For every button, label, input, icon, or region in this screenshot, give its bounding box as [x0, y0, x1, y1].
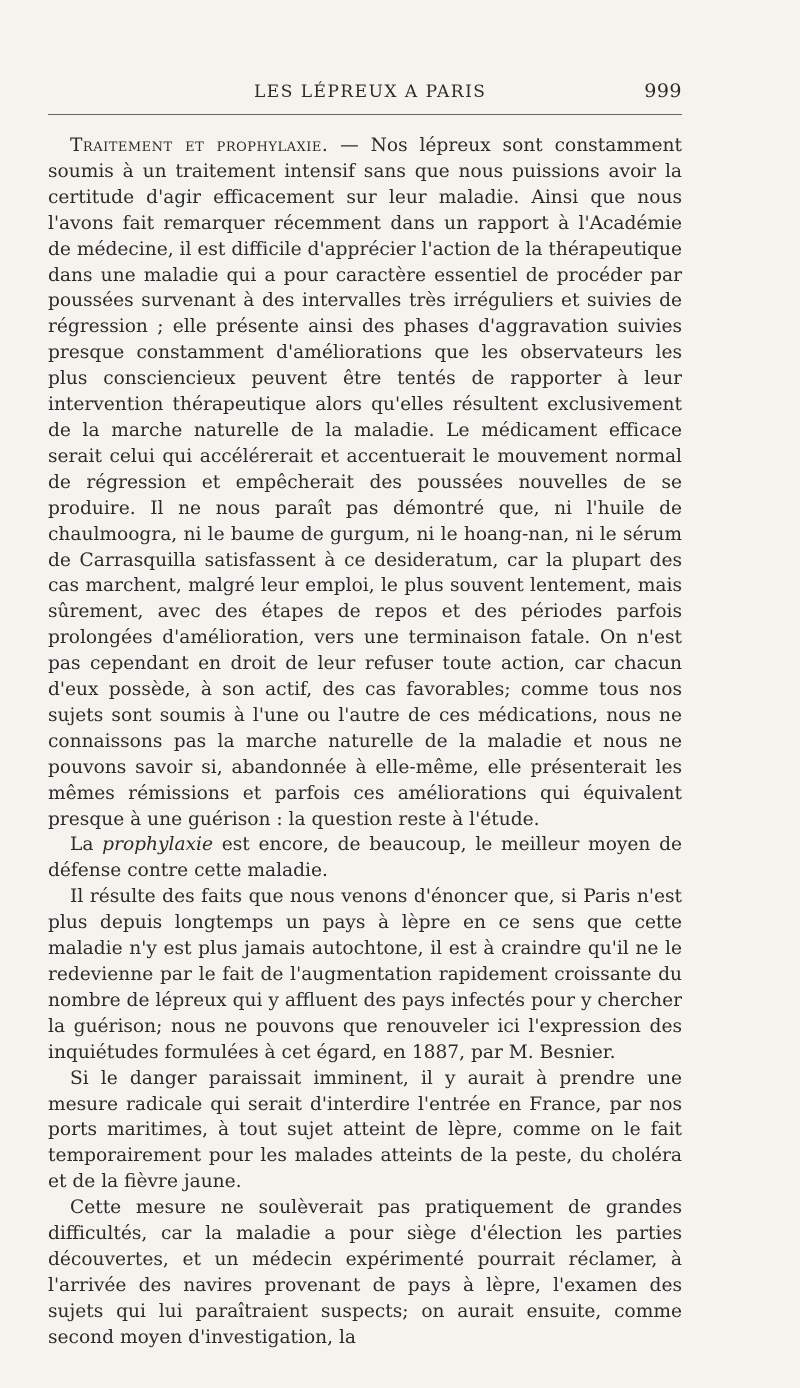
- prophylaxie-italic: prophylaxie: [102, 834, 214, 856]
- paragraph-2-lead: La: [70, 834, 103, 856]
- paragraph-2-text: est encore, de beaucoup, le meilleur moyen de défense contre cette maladie.: [48, 834, 683, 882]
- running-title: LES LÉPREUX A PARIS: [254, 82, 487, 102]
- header-rule: [48, 114, 682, 115]
- paragraph-5: Cette mesure ne soulèverait pas pratiquement de grandes difficultés, car la maladie a pour siège d'élection les parties découvertes, et un médecin expérimenté pourrait réclamer, à l'arrivée des navires provenant de pays à lèpre, l'examen des sujets qui lui paraîtraient suspects; on aurait ensuite, comme second moyen d'investigation, la: [48, 1197, 682, 1348]
- body-text: [48, 133, 682, 1351]
- section-heading: Traitement et prophylaxie.: [70, 135, 329, 156]
- paragraph-4: Si le danger paraissait imminent, il y aurait à prendre une mesure radicale qui serait d'interdire l'entrée en France, par nos ports maritimes, à tout sujet atteint de lèpre, comme on le fait temporairement pour les malades atteints de la peste, du choléra et de la fièvre jaune.: [48, 1067, 682, 1193]
- running-head: [48, 78, 682, 114]
- page: [48, 78, 682, 1351]
- paragraph-1-text: Nos lépreux sont constamment soumis à un traitement intensif sans que nous puissions avoir la certitude d'agir efficacement sur leur maladie. Ainsi que nous l'avons fait remarquer récemment dans un rapport à l'Académie de médecine, il est difficile d'apprécier l'action de la thérapeutique dans une maladie qui a pour caractère essentiel de procéder par poussées survenant à des intervalles très irréguliers et suivies de régression ; elle présente ainsi des phases d'aggravation suivies presque constamment d'améliorations que les observateurs les plus consciencieux peuvent être tentés de rapporter à leur intervention thérapeutique alors qu'elles résultent exclusivement de la marche naturelle de la maladie. Le médicament efficace serait celui qui accélérerait et accentuerait le mouvement normal de régression et empêcherait des poussées nouvelles de se produire. Il ne nous paraît pas démontré que, ni l'huile de chaulmoogra, ni le baume de gurgum, ni le hoang-nan, ni le sérum de Carrasquilla satisfassent à ce desideratum, car la plupart des cas marchent, malgré leur emploi, le plus souvent lentement, mais sûrement, avec des étapes de repos et des périodes parfois prolongées d'amélioration, vers une terminaison fatale. On n'est pas cependant en droit de leur refuser toute action, car chacun d'eux possède, à son actif, des cas favorables; comme tous nos sujets sont soumis à l'une ou l'autre de ces médications, nous ne connaissons pas la marche naturelle de la maladie et nous ne pouvons savoir si, abandonnée à elle-même, elle présenterait les mêmes rémissions et parfois ces améliorations qui équivalent presque à une guérison : la question reste à l'étude.: [48, 135, 682, 830]
- heading-dash: —: [328, 135, 371, 156]
- page-number: 999: [644, 80, 682, 102]
- paragraph-2: [48, 832, 682, 884]
- paragraph-3: Il résulte des faits que nous venons d'énoncer que, si Paris n'est plus depuis longtemps un pays à lèpre en ce sens que cette maladie n'y est plus jamais autochtone, il est à craindre qu'il ne le redevienne par le fait de l'augmentation rapidement croissante du nombre de lépreux qui y affluent des pays infectés pour y chercher la guérison; nous ne pouvons que renouveler ici l'expression des inquiétudes formulées à cet égard, en 1887, par M. Besnier.: [48, 886, 682, 1063]
- paragraph-1: [48, 133, 682, 832]
